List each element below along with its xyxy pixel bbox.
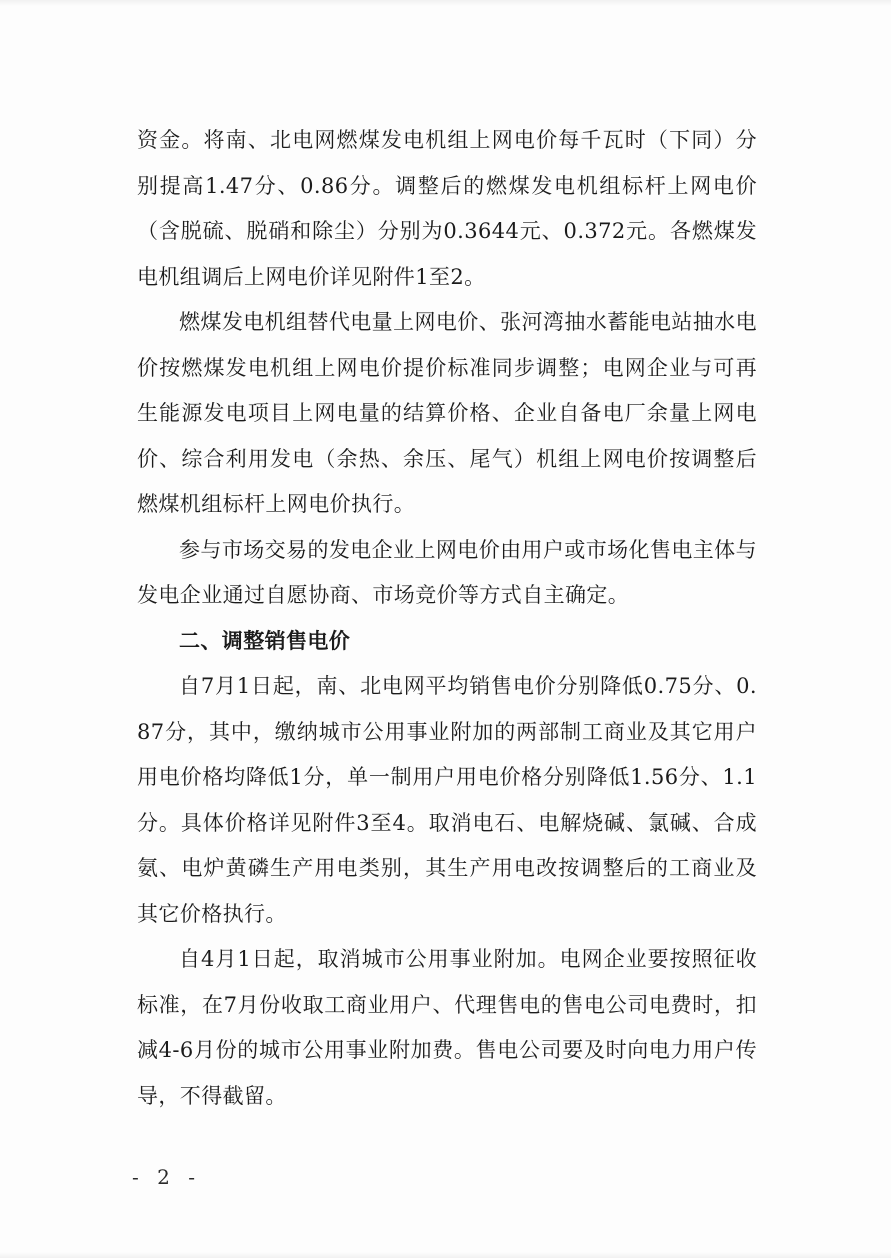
page-number: - 2 - <box>132 1165 201 1189</box>
section-heading: 二、调整销售电价 <box>179 628 351 653</box>
scan-edge-top <box>0 0 891 6</box>
paragraph-public-utility-surcharge: 自4月1日起，取消城市公用事业附加。电网企业要按照征收标准，在7月份收取工商业用户、代理售电的售电公司电费时，扣减4-6月份的城市公用事业附加费。售电公司要及时向电力用户传导，不得截留。 <box>137 947 757 1108</box>
paragraph-substitute-power-price: 燃煤发电机组替代电量上网电价、张河湾抽水蓄能电站抽水电价按燃煤发电机组上网电价提价标准同步调整；电网企业与可再生能源发电项目上网电量的结算价格、企业自备电厂余量上网电价、综合利用发电（余热、余压、尾气）机组上网电价按调整后燃煤机组标杆上网电价执行。 <box>137 310 757 516</box>
scan-edge-bottom <box>0 1252 891 1258</box>
document-body <box>137 118 757 1119</box>
paragraph-continuation: 资金。将南、北电网燃煤发电机组上网电价每千瓦时（下同）分别提高1.47分、0.86分。调整后的燃煤发电机组标杆上网电价（含脱硫、脱硝和除尘）分别为0.3644元、0.372元。各燃煤发电机组调后上网电价详见附件1至2。 <box>137 128 757 289</box>
paragraph-market-trading: 参与市场交易的发电企业上网电价由用户或市场化售电主体与发电企业通过自愿协商、市场竞价等方式自主确定。 <box>137 537 757 607</box>
paragraph-sales-price-reduction: 自7月1日起，南、北电网平均销售电价分别降低0.75分、0.87分，其中，缴纳城市公用事业附加的两部制工商业及其它用户用电价格均降低1分，单一制用户用电价格分别降低1.56分、1.1分。具体价格详见附件3至4。取消电石、电解烧碱、氯碱、合成氨、电炉黄磷生产用电类别，其生产用电改按调整后的工商业及其它价格执行。 <box>137 674 757 926</box>
